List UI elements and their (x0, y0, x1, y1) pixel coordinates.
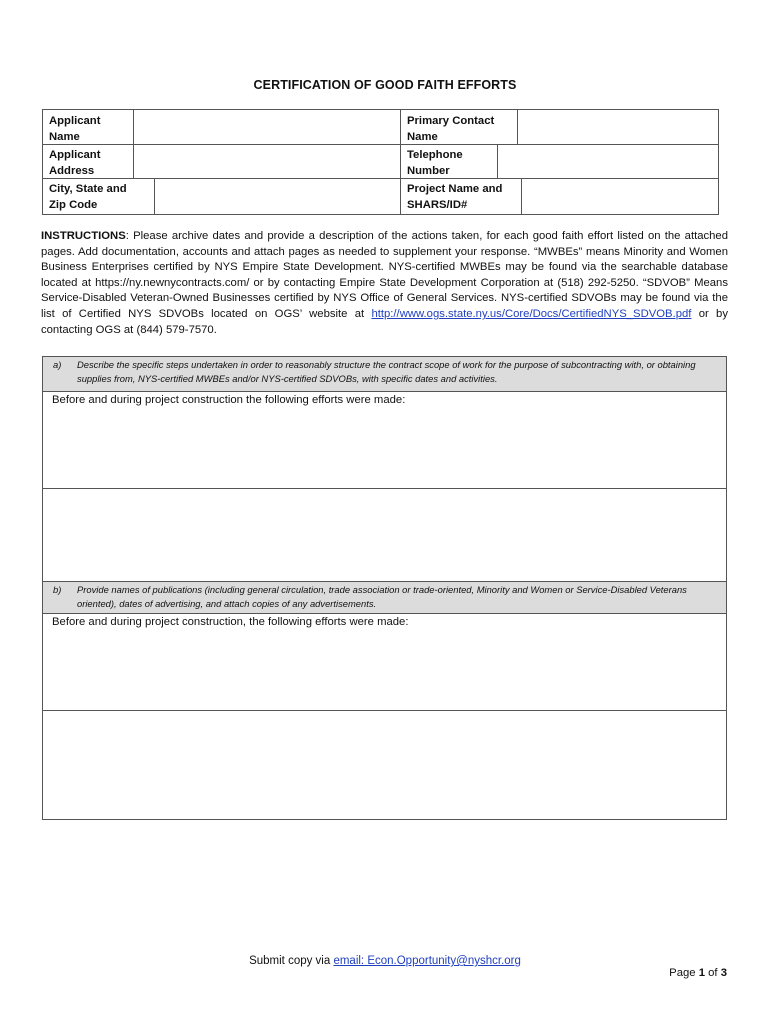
instructions-paragraph (41, 229, 728, 338)
page-number (669, 967, 727, 979)
primary-contact-name-field[interactable] (518, 110, 718, 144)
city-state-zip-label: City, State and Zip Code (49, 183, 127, 211)
footer-submit (0, 955, 770, 967)
city-state-zip-input[interactable] (155, 179, 404, 216)
page-prefix: Page (669, 967, 699, 979)
section-b-response[interactable] (43, 614, 726, 711)
applicant-address-label: Applicant Address (49, 149, 101, 177)
project-name-shars-input[interactable] (522, 179, 722, 216)
submit-text: Submit copy via (249, 955, 334, 967)
instructions-label: INSTRUCTIONS (41, 230, 126, 242)
instructions-tail: or by contacting OGS at (844) 579-7570. (41, 307, 728, 336)
section-a-question (43, 357, 726, 392)
page-of: of (705, 967, 721, 979)
section-b-question-text: Provide names of publications (including general circulation, trade association or trade-oriented, Minority and Women or Service-Disabled Veterans oriented), dates of advertising, and attach copies of any advertisements. (77, 584, 687, 609)
section-b-continuation-input[interactable] (43, 711, 726, 819)
applicant-info-table (42, 109, 719, 215)
page-title: CERTIFICATION OF GOOD FAITH EFFORTS (253, 78, 517, 92)
section-b-box (42, 581, 727, 820)
section-a-continuation[interactable] (43, 489, 726, 581)
applicant-name-field[interactable] (134, 110, 400, 144)
applicant-address-input[interactable] (134, 145, 404, 180)
project-name-shars-label: Project Name and SHARS/ID# (407, 183, 503, 211)
primary-contact-name-label: Primary Contact Name (407, 115, 495, 143)
applicant-name-input[interactable] (134, 110, 404, 146)
primary-contact-name-input[interactable] (518, 110, 722, 146)
section-a-response-prompt: Before and during project construction the following efforts were made: (52, 394, 406, 406)
section-a-letter: a) (53, 359, 62, 370)
section-a-response-input[interactable] (43, 410, 726, 488)
ogs-sdvob-link[interactable]: http://www.ogs.state.ny.us/Core/Docs/CertifiedNYS_SDVOB.pdf (371, 307, 692, 320)
section-b-response-input[interactable] (43, 632, 726, 710)
section-a-question-text: Describe the specific steps undertaken in order to reasonably structure the contract scope of work for the purpose of subcontracting with, or obtaining supplies from, NYS-certified MWBEs and/or NYS-certified SDVOBs, with specific dates and activities. (77, 359, 696, 384)
section-b-continuation[interactable] (43, 711, 726, 819)
project-name-shars-field[interactable] (522, 179, 718, 214)
instructions-body: : Please archive dates and provide a description of the actions taken, for each good faith effort listed on the attached pages. Add documentation, accounts and attach pages as needed to supplement your response. “MWBEs” means Minority and Women Business Enterprises certified by NYS Empire State Development. NYS-certified MWBEs may be found via the searchable database located at https://ny.newnycontracts.com/ or by contacting Empire State Development Corporation at (518) 292-5250. “SDVOB” Means Service-Disabled Veteran-Owned Businesses certified by NYS Office of General Services. NYS-certified SDVOBs may be found via the list of Certified NYS SDVOBs located on OGS’ website at (41, 230, 728, 320)
telephone-number-field[interactable] (498, 145, 718, 178)
section-a-continuation-input[interactable] (43, 489, 726, 581)
section-b-letter: b) (53, 584, 62, 595)
applicant-address-field[interactable] (134, 145, 400, 178)
telephone-number-label: Telephone Number (407, 149, 463, 177)
city-state-zip-field[interactable] (155, 179, 400, 214)
telephone-number-input[interactable] (498, 145, 722, 180)
applicant-name-label: Applicant Name (49, 115, 101, 143)
section-a-response[interactable] (43, 392, 726, 489)
section-a-box (42, 356, 727, 582)
page-current: 1 (698, 967, 705, 979)
section-b-question (43, 582, 726, 614)
email-link[interactable]: email: Econ.Opportunity@nyshcr.org (333, 955, 521, 967)
section-b-response-prompt: Before and during project construction, the following efforts were made: (52, 616, 409, 628)
page-total: 3 (720, 967, 727, 979)
